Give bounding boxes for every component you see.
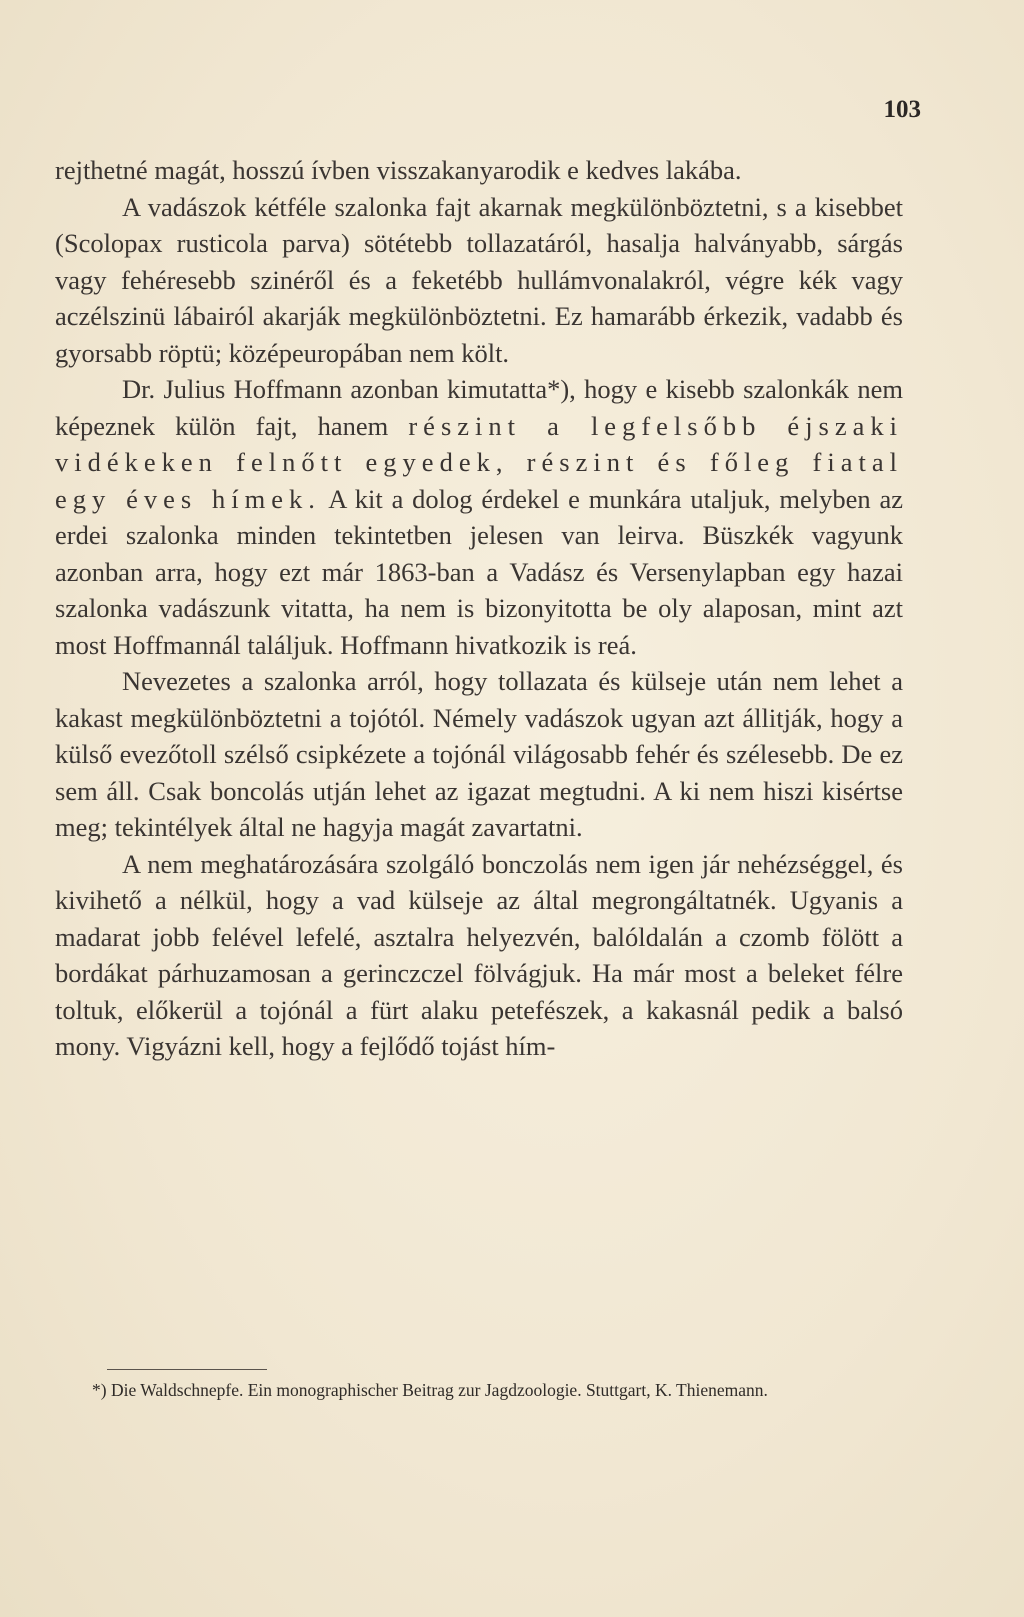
- footnote-divider: [107, 1369, 267, 1370]
- paragraph: rejthetné magát, hosszú ívben visszakanyarodik e kedves lakába.: [55, 155, 742, 185]
- paragraph-text: Dr. Julius Hoffmann azonban kimutatta*), hogy e kisebb szalonkák nem képeznek külön fajt, hanem: [55, 374, 903, 441]
- spaced-emphasis-text: részint a legfelsőbb éjszaki vidékeken felnőtt egyedek, részint és főleg fiatal egy éves hímek.: [55, 410, 903, 514]
- paragraph-text: A kit a dolog érdekel e munkára utaljuk, melyben az erdei szalonka minden tekintetben jelesen van leirva. Büszkék vagyunk azonban arra, hogy ezt már 1863-ban a Vadász és Versenylapban egy hazai szalonka vadászunk vitatta, ha nem is bizonyitotta be oly alaposan, mint azt most Hoffmannál találjuk. Hoffmann hivatkozik is reá.: [55, 483, 903, 660]
- paragraph: A vadászok kétféle szalonka fajt akarnak megkülönböztetni, s a kisebbet (Scolopax rusticola parva) sötétebb tollazatáról, hasalja halványabb, sárgás vagy fehéresebb szinéről és a feketébb hullámvonalakról, végre kék vagy aczélszinü lábairól akarják megkülönböztetni. Ez hamarább érkezik, vadabb és gyorsabb röptü; középeuropában nem költ.: [55, 191, 903, 368]
- footnote: [50, 1378, 905, 1403]
- paragraph: Nevezetes a szalonka arról, hogy tollazata és külseje után nem lehet a kakast megkülönböztetni a tojótól. Némely vadászok ugyan azt állitják, hogy a külső evezőtoll szélső csipkézete a tojónál világosabb fehér és szélesebb. De ez sem áll. Csak boncolás utján lehet az igazat megtudni. A ki nem hiszi kisértse meg; tekintélyek által ne hagyja magát zavartatni.: [55, 666, 903, 842]
- body-text: [55, 152, 903, 1065]
- paragraph: A nem meghatározására szolgáló bonczolás nem igen jár nehézséggel, és kivihető a nélkül, hogy a vad külseje az által megrongáltatnék. Ugyanis a madarat jobb felével lefelé, asztalra helyezvén, balóldalán a czomb fölött a bordákat párhuzamosan a gerinczczel fölvágjuk. Ha már most a beleket félre toltuk, előkerül a tojónál a fürt alaku petefészek, a kakasnál pedik a balsó mony. Vigyázni kell, hogy a fejlődő tojást hím-: [55, 848, 903, 1061]
- footnote-text: *) Die Waldschnepfe. Ein monographischer Beitrag zur Jagdzoologie. Stuttgart, K. Thienemann.: [92, 1380, 768, 1400]
- paragraph: [55, 371, 903, 663]
- page-number: 103: [883, 96, 921, 123]
